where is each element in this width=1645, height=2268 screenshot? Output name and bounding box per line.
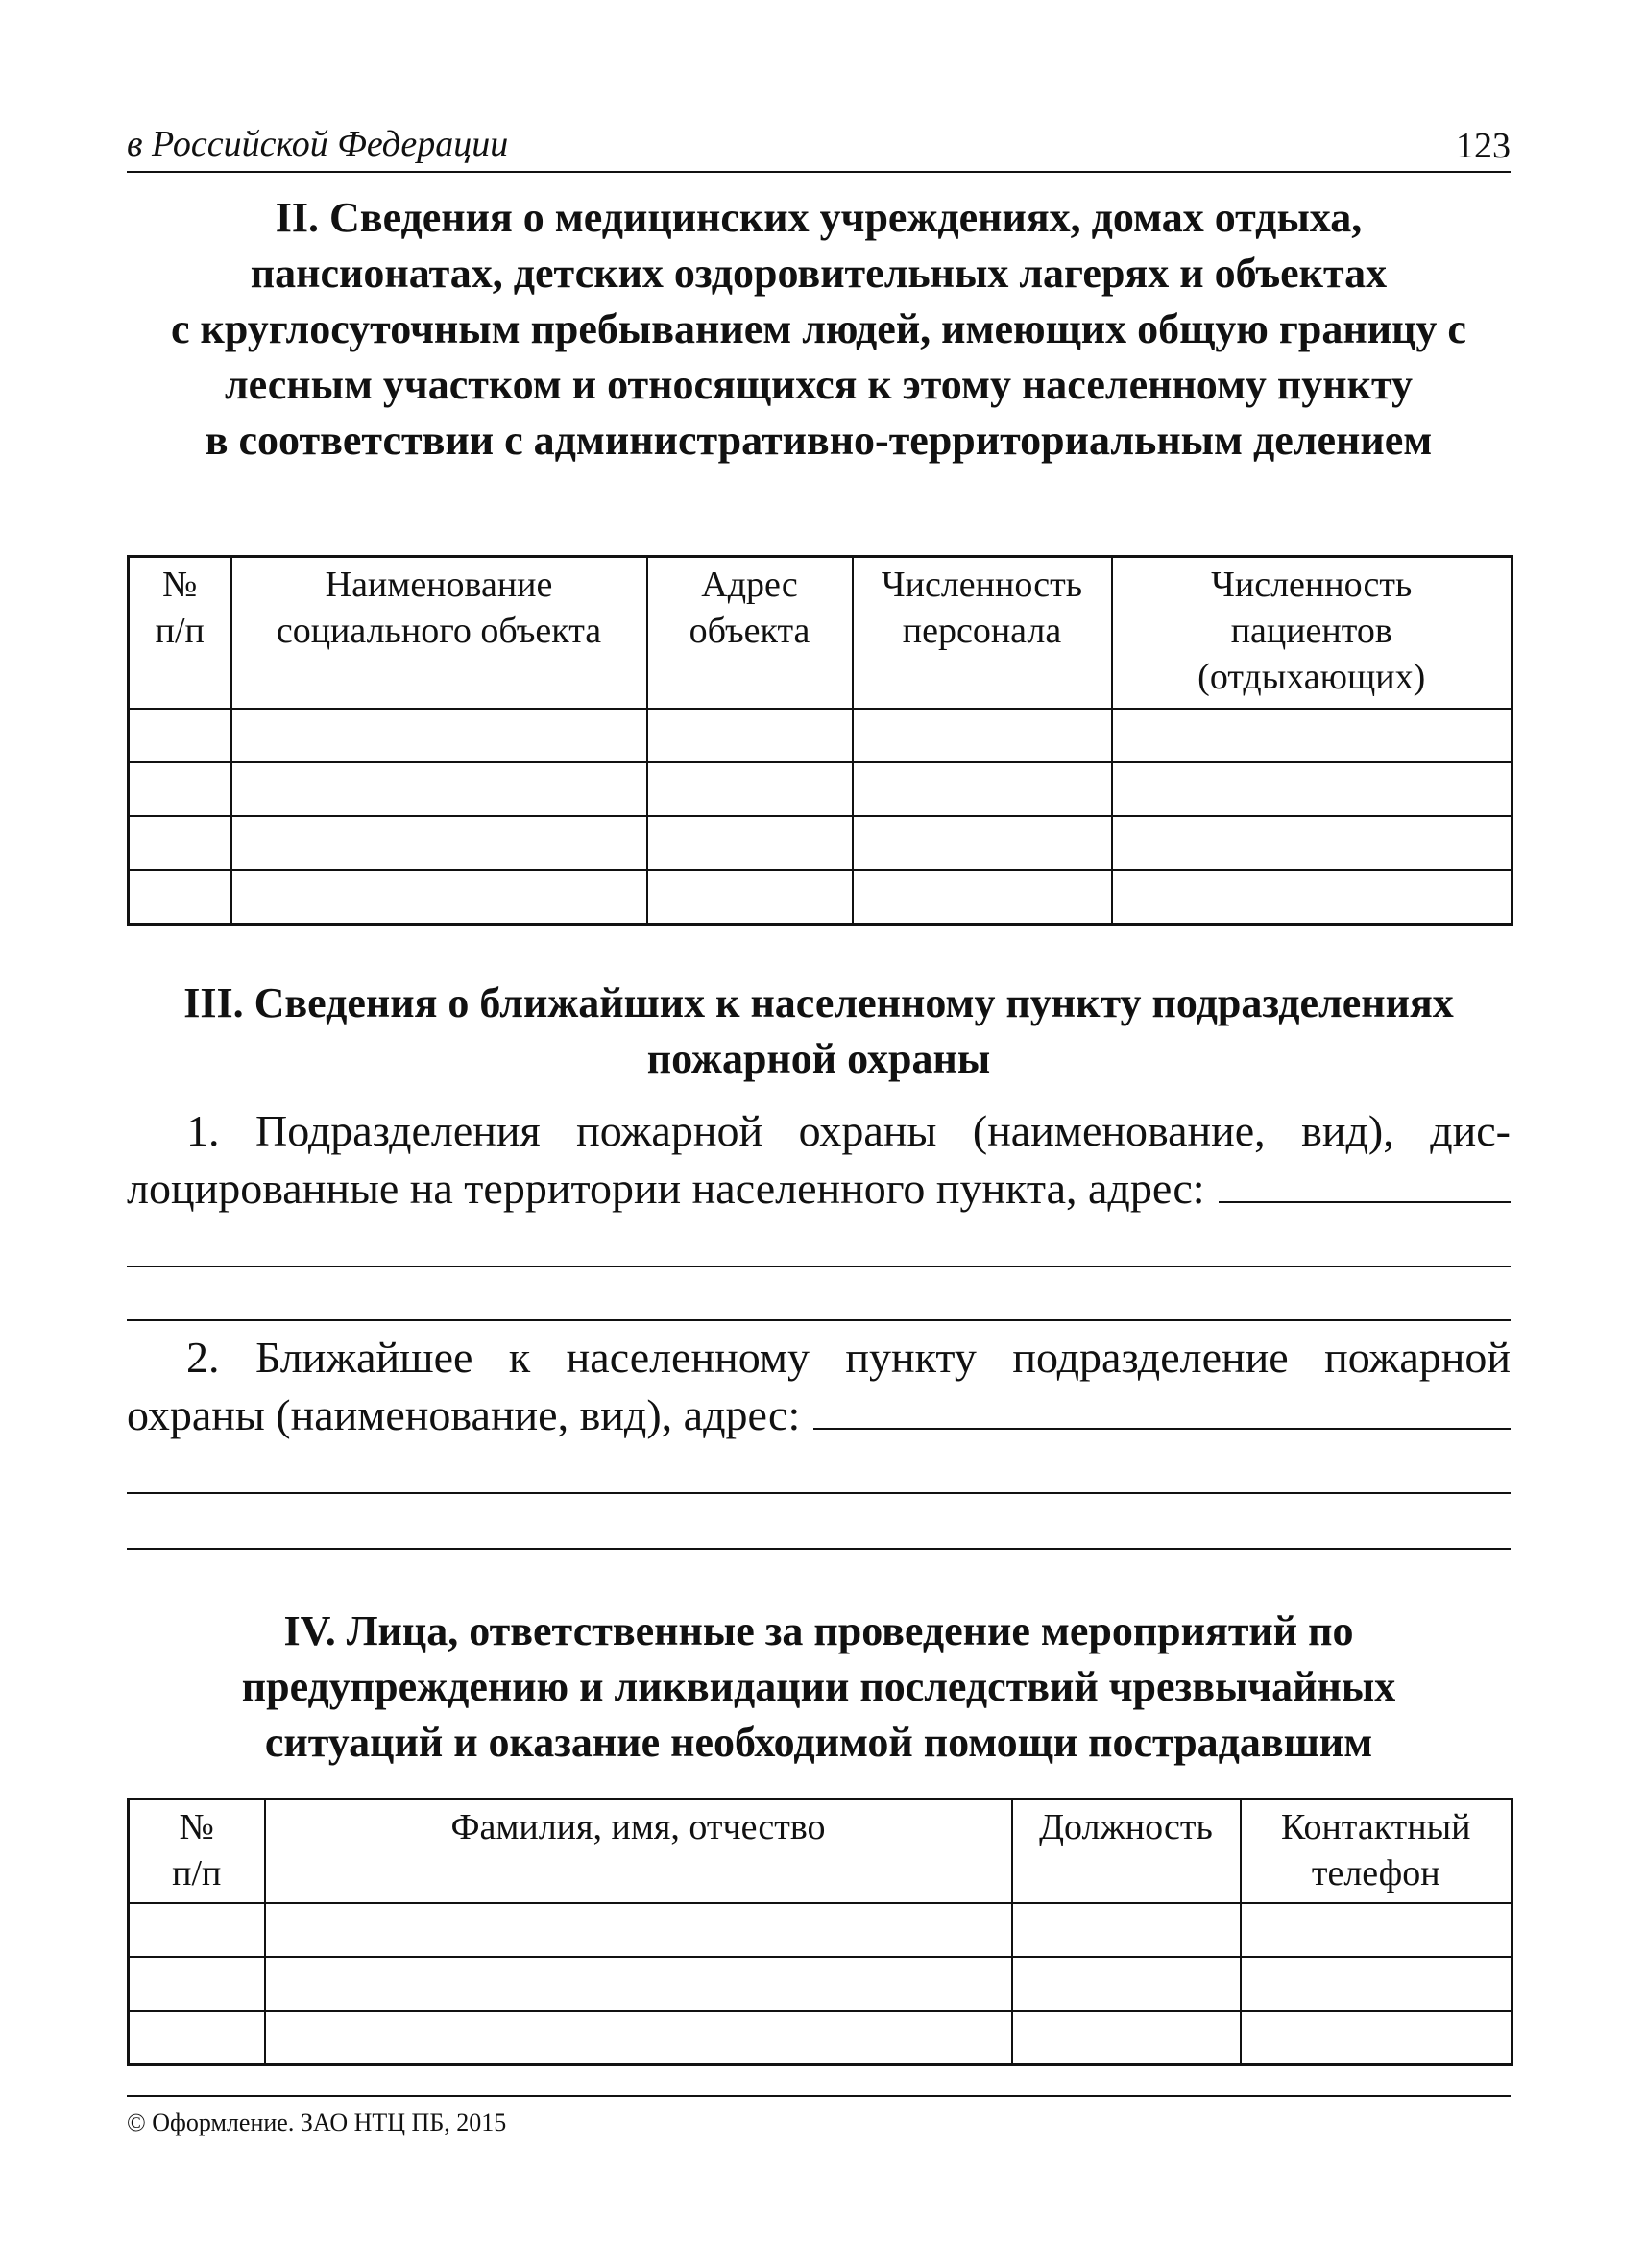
table-cell[interactable] <box>1241 1957 1512 2011</box>
header-text: п/п <box>155 611 205 651</box>
table-cell[interactable] <box>231 762 647 816</box>
table-cell[interactable] <box>129 1903 265 1957</box>
table-cell[interactable] <box>129 1957 265 2011</box>
table-cell[interactable] <box>1241 1903 1512 1957</box>
table-cell[interactable] <box>853 870 1112 925</box>
table-cell[interactable] <box>231 816 647 870</box>
header-text: № <box>162 565 198 605</box>
section-3-title-line: III. Сведения о ближайших к населенному пункту подразделениях <box>183 979 1454 1026</box>
header-text: социального объекта <box>276 611 602 651</box>
responsible-persons-table <box>127 1798 1513 2066</box>
col-header-staff <box>853 557 1112 709</box>
table-cell[interactable] <box>647 816 853 870</box>
col-header-patients <box>1112 557 1512 709</box>
header-text: Адрес <box>701 565 798 605</box>
table-row <box>129 816 1512 870</box>
table-cell[interactable] <box>853 762 1112 816</box>
blank-fill-line[interactable] <box>127 1319 1511 1321</box>
blank-fill-line[interactable] <box>127 1266 1511 1267</box>
running-head-title: в Российской Федерации <box>127 124 509 164</box>
table-cell[interactable] <box>1112 816 1512 870</box>
col-header-address <box>647 557 853 709</box>
section-4-title <box>127 1604 1511 1771</box>
col-header-number <box>129 557 231 709</box>
table-cell[interactable] <box>853 709 1112 762</box>
section-2-title <box>127 190 1511 469</box>
table-cell[interactable] <box>1112 762 1512 816</box>
table-cell[interactable] <box>1012 1957 1241 2011</box>
table-cell[interactable] <box>265 2011 1012 2065</box>
header-text: Должность <box>1039 1807 1213 1847</box>
section-3-title-line: пожарной охраны <box>646 1035 991 1082</box>
header-text: объекта <box>689 611 810 651</box>
section-4-title-line: предупреждению и ликвидации последствий чрезвычайных <box>241 1663 1396 1710</box>
running-head <box>127 123 1511 173</box>
table-row <box>129 762 1512 816</box>
item-2-text-line: 2. Ближайшее к населенному пункту подразделение пожарной <box>186 1333 1511 1382</box>
blank-fill-line[interactable] <box>127 1492 1511 1494</box>
col-header-number <box>129 1799 265 1903</box>
header-text: п/п <box>172 1853 222 1894</box>
table-cell[interactable] <box>1012 2011 1241 2065</box>
item-1-text-line: 1. Подразделения пожарной охраны (наименование, вид), дис- <box>186 1106 1511 1155</box>
medical-facilities-table <box>127 555 1513 926</box>
table-row <box>129 1903 1512 1957</box>
table-cell[interactable] <box>265 1957 1012 2011</box>
table-row <box>129 870 1512 925</box>
table-cell[interactable] <box>1112 870 1512 925</box>
header-text: Численность <box>1211 565 1413 605</box>
table-row <box>129 709 1512 762</box>
header-text: (отдыхающих) <box>1197 657 1426 697</box>
header-text: телефон <box>1311 1853 1440 1894</box>
col-header-position <box>1012 1799 1241 1903</box>
fire-units-item-1 <box>127 1102 1511 1218</box>
section-2-title-line: лесным участком и относящихся к этому населенному пункту <box>224 361 1414 408</box>
table-header-row <box>129 1799 1512 1903</box>
header-text: пациентов <box>1230 611 1392 651</box>
table-cell[interactable] <box>1112 709 1512 762</box>
col-header-name <box>231 557 647 709</box>
table-cell[interactable] <box>231 870 647 925</box>
table-cell[interactable] <box>265 1903 1012 1957</box>
table-cell[interactable] <box>231 709 647 762</box>
table-cell[interactable] <box>129 870 231 925</box>
section-2-title-line: II. Сведения о медицинских учреждениях, домах отдыха, <box>275 194 1363 241</box>
table-cell[interactable] <box>129 816 231 870</box>
table-cell[interactable] <box>647 870 853 925</box>
table-row <box>129 2011 1512 2065</box>
table-cell[interactable] <box>1241 2011 1512 2065</box>
table-header-row <box>129 557 1512 709</box>
footer-rule <box>127 2095 1511 2097</box>
table-cell[interactable] <box>129 2011 265 2065</box>
section-2-title-line: в соответствии с административно-территориальным делением <box>205 417 1433 464</box>
header-text: Контактный <box>1281 1807 1471 1847</box>
table-cell[interactable] <box>129 709 231 762</box>
copyright-notice: © Оформление. ЗАО НТЦ ПБ, 2015 <box>127 2109 507 2136</box>
page-number: 123 <box>1456 126 1511 166</box>
table-cell[interactable] <box>853 816 1112 870</box>
address-fill-line[interactable] <box>1219 1165 1511 1203</box>
blank-fill-line[interactable] <box>127 1548 1511 1550</box>
fire-units-item-2 <box>127 1329 1511 1444</box>
item-2-text-line: охраны (наименование, вид), адрес: <box>127 1390 801 1439</box>
section-2-title-line: с круглосуточным пребыванием людей, имеющих общую границу с <box>171 305 1466 352</box>
item-1-text-line: лоцированные на территории населенного пункта, адрес: <box>127 1164 1205 1213</box>
header-text: Наименование <box>325 565 553 605</box>
table-cell[interactable] <box>647 709 853 762</box>
header-text: Фамилия, имя, отчество <box>450 1807 826 1847</box>
address-fill-line[interactable] <box>813 1391 1511 1430</box>
section-3-title <box>127 976 1511 1087</box>
section-4-title-line: IV. Лица, ответственные за проведение мероприятий по <box>283 1607 1354 1654</box>
section-4-title-line: ситуаций и оказание необходимой помощи пострадавшим <box>264 1719 1373 1766</box>
col-header-phone <box>1241 1799 1512 1903</box>
table-row <box>129 1957 1512 2011</box>
table-cell[interactable] <box>647 762 853 816</box>
header-text: Численность <box>881 565 1083 605</box>
table-cell[interactable] <box>1012 1903 1241 1957</box>
table-cell[interactable] <box>129 762 231 816</box>
header-text: персонала <box>902 611 1062 651</box>
header-text: № <box>179 1807 214 1847</box>
col-header-full-name <box>265 1799 1012 1903</box>
section-2-title-line: пансионатах, детских оздоровительных лагерях и объектах <box>250 250 1388 297</box>
